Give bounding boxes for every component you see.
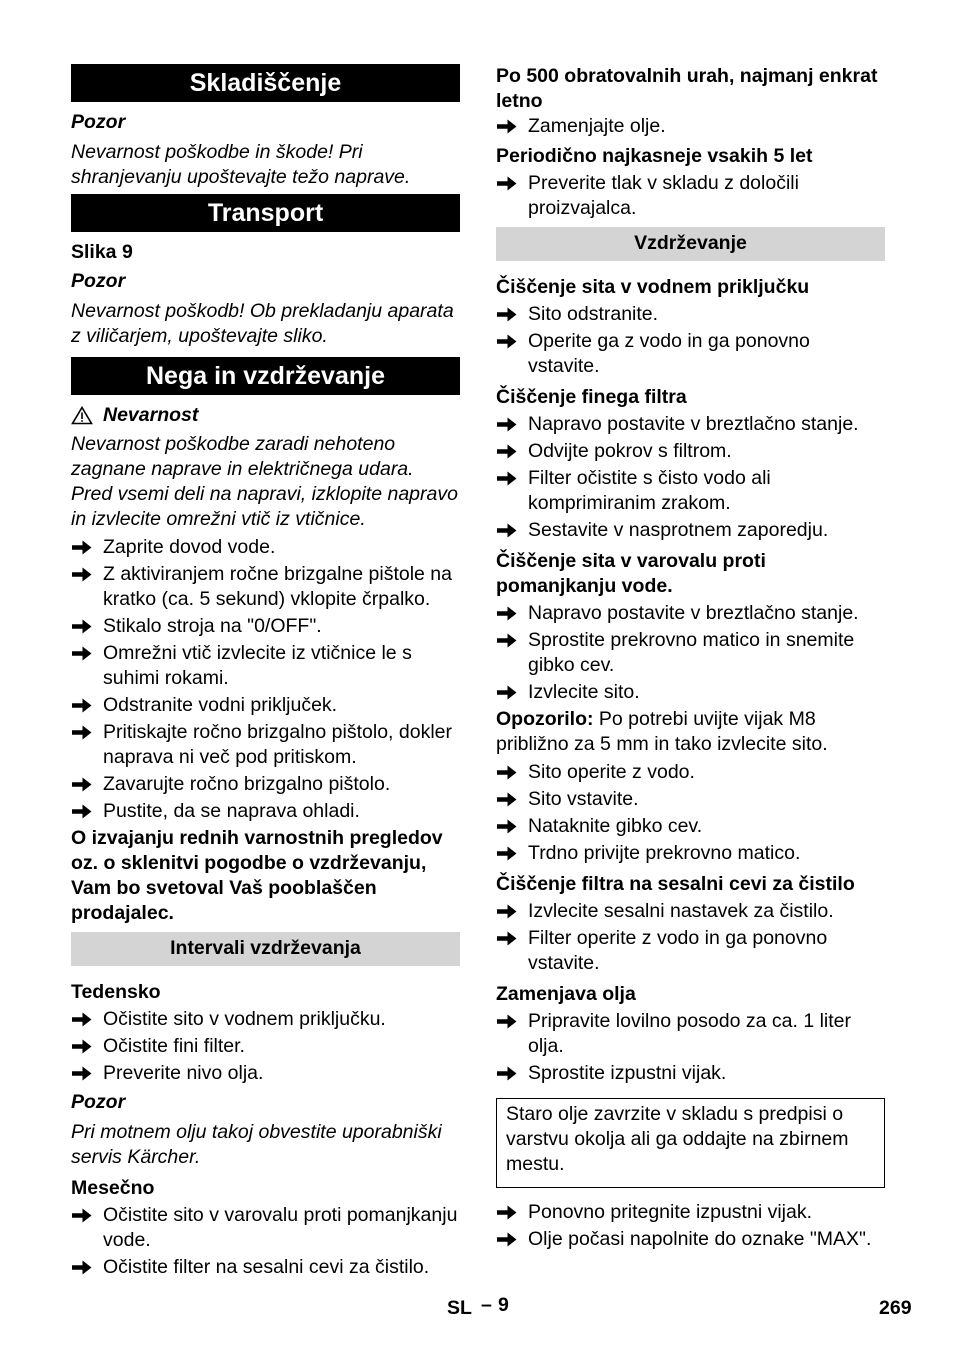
step-item <box>71 1203 460 1253</box>
arrow-right-icon <box>72 562 92 587</box>
steps-list <box>496 760 885 866</box>
caution-text: Nevarnost poškodb! Ob prekladanju aparata z viličarjem, upoštevajte sliko. <box>71 300 454 347</box>
arrow-right-icon <box>497 899 517 924</box>
arrow-right-icon <box>72 1061 92 1086</box>
figure-reference: Slika 9 <box>71 241 133 263</box>
arrow-right-icon <box>497 1009 517 1034</box>
step-item <box>496 680 885 705</box>
subheading-sesalna-cev: Čiščenje filtra na sesalni cevi za čistilo <box>496 873 855 895</box>
step-item <box>496 329 885 379</box>
step-item <box>496 899 885 924</box>
environment-note-text: Staro olje zavrzite v skladu s predpisi o varstvu okolja ali ga oddajte na zbirnem mestu. <box>506 1103 849 1175</box>
arrow-right-icon <box>497 814 517 839</box>
subheading-zamenjava-olja: Zamenjava olja <box>496 983 636 1005</box>
interval-monthly-label: Mesečno <box>71 1177 155 1199</box>
steps-list <box>496 114 885 139</box>
heading-vzdrzevanje: Vzdrževanje <box>496 227 885 261</box>
step-text: Sito vstavite. <box>528 788 639 810</box>
subheading-varovalo: Čiščenje sita v varovalu proti pomanjkanju vode. <box>496 550 766 597</box>
step-text: Omrežni vtič izvlecite iz vtičnice le s suhimi rokami. <box>103 642 412 689</box>
step-text: Operite ga z vodo in ga ponovno vstavite. <box>528 330 810 377</box>
step-item <box>71 614 460 639</box>
right-column <box>496 64 885 1254</box>
step-text: Očistite filter na sesalni cevi za čistilo. <box>103 1256 430 1278</box>
step-item <box>496 601 885 626</box>
note-label: Opozorilo: <box>496 708 594 730</box>
step-text: Napravo postavite v breztlačno stanje. <box>528 602 859 624</box>
step-text: Stikalo stroja na "0/OFF". <box>103 615 322 637</box>
step-text: Sprostite izpustni vijak. <box>528 1062 727 1084</box>
arrow-right-icon <box>497 439 517 464</box>
steps-list <box>496 1009 885 1086</box>
step-text: Filter operite z vodo in ga ponovno vstavite. <box>528 927 828 974</box>
arrow-right-icon <box>72 799 92 824</box>
step-item <box>71 693 460 718</box>
step-text: Filter očistite s čisto vodo ali komprimiranim zrakom. <box>528 467 771 514</box>
step-item <box>496 171 885 221</box>
arrow-right-icon <box>497 760 517 785</box>
arrow-right-icon <box>72 614 92 639</box>
footer-dash: – <box>481 1294 492 1316</box>
arrow-right-icon <box>497 841 517 866</box>
interval-hours-label: Po 500 obratovalnih urah, najmanj enkrat letno <box>496 65 878 112</box>
step-text: Očistite fini filter. <box>103 1035 245 1057</box>
step-item <box>496 1227 885 1252</box>
caution-text: Pri motnem olju takoj obvestite uporabniški servis Kärcher. <box>71 1121 442 1168</box>
step-item <box>71 720 460 770</box>
arrow-right-icon <box>497 302 517 327</box>
step-text: Pripravite lovilno posodo za ca. 1 liter olja. <box>528 1010 851 1057</box>
step-text: Preverite tlak v skladu z določili proizvajalca. <box>528 172 799 219</box>
step-item <box>496 814 885 839</box>
arrow-right-icon <box>72 1255 92 1280</box>
step-text: Napravo postavite v breztlačno stanje. <box>528 413 859 435</box>
step-item <box>71 1034 460 1059</box>
step-text: Pritiskajte ročno brizgalno pištolo, dokler naprava ni več pod pritiskom. <box>103 721 453 768</box>
heading-nega: Nega in vzdrževanje <box>71 357 460 395</box>
step-text: Očistite sito v vodnem priključku. <box>103 1008 386 1030</box>
step-item <box>496 760 885 785</box>
step-item <box>71 772 460 797</box>
heading-transport: Transport <box>71 194 460 232</box>
caution-text: Nevarnost poškodbe in škode! Pri shranjevanju upoštevajte težo naprave. <box>71 141 411 188</box>
step-item <box>496 1061 885 1086</box>
step-text: Očistite sito v varovalu proti pomanjkanju vode. <box>103 1204 458 1251</box>
step-item <box>71 1061 460 1086</box>
steps-list <box>71 1203 460 1280</box>
arrow-right-icon <box>497 412 517 437</box>
step-text: Sprostite prekrovno matico in snemite gibko cev. <box>528 629 855 676</box>
steps-list <box>71 535 460 824</box>
arrow-right-icon <box>497 680 517 705</box>
arrow-right-icon <box>72 1203 92 1228</box>
interval-weekly-label: Tedensko <box>71 981 161 1003</box>
step-item <box>496 518 885 543</box>
step-text: Odstranite vodni priključek. <box>103 694 338 716</box>
arrow-right-icon <box>497 1200 517 1225</box>
arrow-right-icon <box>497 787 517 812</box>
step-item <box>496 841 885 866</box>
arrow-right-icon <box>497 171 517 196</box>
arrow-right-icon <box>497 329 517 354</box>
arrow-right-icon <box>72 1007 92 1032</box>
steps-list <box>71 1007 460 1086</box>
step-text: Izvlecite sesalni nastavek za čistilo. <box>528 900 834 922</box>
arrow-right-icon <box>497 628 517 653</box>
steps-list <box>496 1200 885 1252</box>
note-paragraph <box>496 707 885 757</box>
steps-list <box>496 899 885 976</box>
step-text: Zavarujte ročno brizgalno pištolo. <box>103 773 391 795</box>
left-column <box>71 64 460 1282</box>
steps-list <box>496 601 885 705</box>
step-item <box>496 628 885 678</box>
arrow-right-icon <box>72 720 92 745</box>
caution-label: Pozor <box>71 111 126 133</box>
step-text: Sestavite v nasprotnem zaporedju. <box>528 519 829 541</box>
service-note: O izvajanju rednih varnostnih pregledov oz. o sklenitvi pogodbe o vzdrževanju, Vam bo svetoval Vaš pooblaščen prodajalec. <box>71 827 443 924</box>
step-text: Preverite nivo olja. <box>103 1062 264 1084</box>
arrow-right-icon <box>497 1061 517 1086</box>
step-item <box>496 787 885 812</box>
caution-label: Pozor <box>71 1091 126 1113</box>
danger-heading <box>71 403 460 428</box>
step-text: Pustite, da se naprava ohladi. <box>103 800 360 822</box>
arrow-right-icon <box>497 518 517 543</box>
subheading-sito: Čiščenje sita v vodnem priključku <box>496 276 810 298</box>
step-item <box>496 439 885 464</box>
step-item <box>496 412 885 437</box>
step-text: Sito operite z vodo. <box>528 761 695 783</box>
step-item <box>496 466 885 516</box>
step-item <box>496 302 885 327</box>
step-item <box>71 799 460 824</box>
arrow-right-icon <box>497 1227 517 1252</box>
step-text: Nataknite gibko cev. <box>528 815 703 837</box>
arrow-right-icon <box>72 641 92 666</box>
environment-note-box <box>496 1098 885 1188</box>
arrow-right-icon <box>72 693 92 718</box>
step-item <box>71 1007 460 1032</box>
arrow-right-icon <box>497 601 517 626</box>
step-item <box>496 1200 885 1225</box>
caution-label: Pozor <box>71 270 126 292</box>
step-item <box>71 562 460 612</box>
step-item <box>496 1009 885 1059</box>
arrow-right-icon <box>497 926 517 951</box>
danger-text: Nevarnost poškodbe zaradi nehoteno zagnane naprave in električnega udara. Pred vsemi deli na napravi, izklopite napravo in izvlecite omrežni vtič iz vtičnice. <box>71 433 458 530</box>
heading-skladiscenje: Skladiščenje <box>71 64 460 102</box>
arrow-right-icon <box>72 772 92 797</box>
steps-list <box>496 302 885 379</box>
step-item <box>71 1255 460 1280</box>
step-text: Zamenjajte olje. <box>528 115 666 137</box>
step-text: Ponovno pritegnite izpustni vijak. <box>528 1201 812 1223</box>
footer-section-page: 9 <box>498 1294 509 1316</box>
step-text: Z aktiviranjem ročne brizgalne pištole na kratko (ca. 5 sekund) vklopite črpalko. <box>103 563 453 610</box>
step-text: Sito odstranite. <box>528 303 659 325</box>
step-item <box>71 535 460 560</box>
arrow-right-icon <box>72 535 92 560</box>
footer-page-number: 269 <box>879 1297 912 1319</box>
step-text: Zaprite dovod vode. <box>103 536 276 558</box>
step-item <box>71 641 460 691</box>
step-item <box>496 926 885 976</box>
interval-periodic-label: Periodično najkasneje vsakih 5 let <box>496 145 813 167</box>
arrow-right-icon <box>72 1034 92 1059</box>
warning-triangle-icon <box>71 406 93 425</box>
steps-list <box>496 171 885 221</box>
danger-label: Nevarnost <box>103 404 199 426</box>
subheading-fini-filter: Čiščenje finega filtra <box>496 386 687 408</box>
step-text: Odvijte pokrov s filtrom. <box>528 440 732 462</box>
step-text: Olje počasi napolnite do oznake "MAX". <box>528 1228 872 1250</box>
footer-language: SL <box>447 1297 472 1319</box>
note-text: Po potrebi uvijte vijak M8 približno za 5 mm in tako izvlecite sito. <box>496 708 828 755</box>
step-item <box>496 114 885 139</box>
heading-intervali: Intervali vzdrževanja <box>71 932 460 966</box>
arrow-right-icon <box>497 114 517 139</box>
arrow-right-icon <box>497 466 517 491</box>
step-text: Trdno privijte prekrovno matico. <box>528 842 801 864</box>
steps-list <box>496 412 885 543</box>
step-text: Izvlecite sito. <box>528 681 640 703</box>
